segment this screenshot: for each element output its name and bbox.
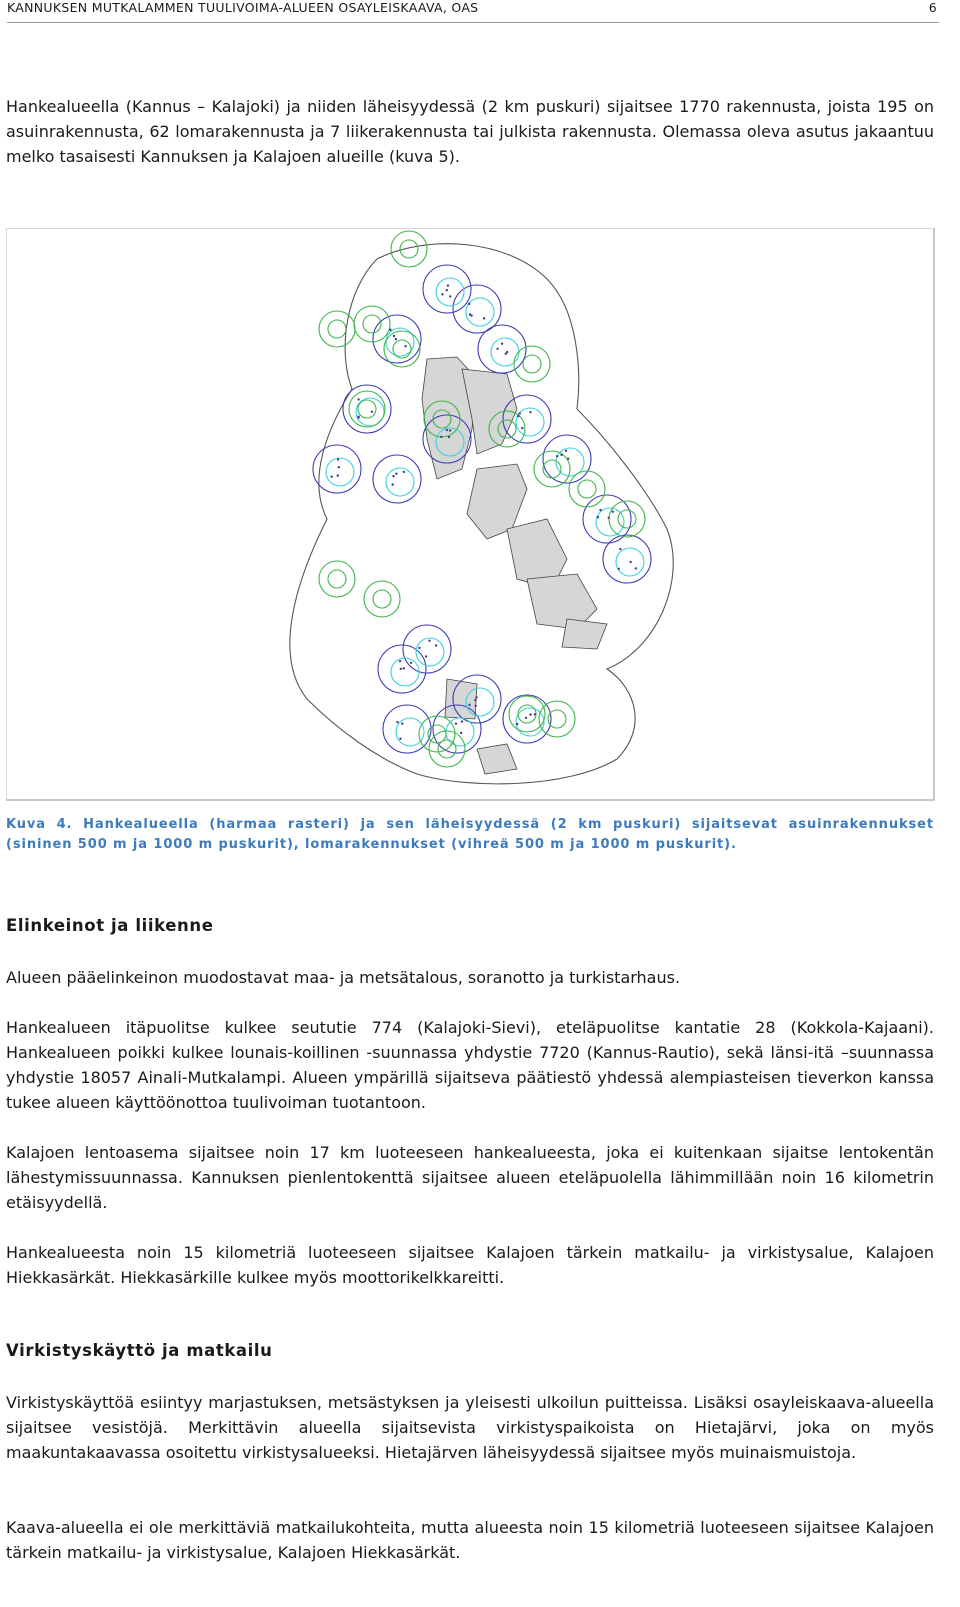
holiday-home-1000m-ring	[354, 306, 390, 342]
residential-500m-ring	[466, 298, 494, 326]
building-point	[425, 655, 427, 657]
building-point	[599, 509, 601, 511]
building-point	[449, 295, 451, 297]
map-figure	[6, 228, 935, 801]
paragraph: Hankealueen itäpuolitse kulkee seututie 774 (Kalajoki-Sievi), eteläpuolitse kantatie 28 (Kokkola-Kajaani). Hankealueen poikki kulkee lounais-koillinen -suunnassa yhdystie 7720 (Kannus-Rautio), sekä länsi-itä –suunnassa yhdystie 18057 Ainali-Mutkalampi. Alueen ympärillä sijaitseva päätiestö yhdessä alempiasteisen tieverkon kanssa tukee alueen käyttöönottoa tuulivoiman tuotantoon.	[6, 1018, 934, 1112]
building-point	[399, 738, 401, 740]
paragraph: Kalajoen lentoasema sijaitsee noin 17 km luoteeseen hankealueesta, joka ei kuitenkaan sijaitse lentokentän lähestymissuunnassa. Kannuksen pienlentokenttä sijaitsee alueen eteläpuolella lähimmillään noin 16 kilometrin etäisyydellä.	[6, 1143, 934, 1212]
residential-500m-ring	[386, 468, 414, 496]
building-point	[565, 450, 567, 452]
building-point	[441, 293, 443, 295]
building-point	[357, 416, 359, 418]
paragraph: Alueen pääelinkeinon muodostavat maa- ja metsätalous, soranotto ja turkistarhaus.	[6, 968, 681, 987]
holiday-home-500m-ring	[618, 510, 636, 528]
building-point	[331, 475, 333, 477]
building-point	[468, 303, 470, 305]
building-point	[337, 458, 339, 460]
holiday-home-500m-ring	[523, 355, 541, 373]
building-point	[529, 411, 531, 413]
building-point	[516, 723, 518, 725]
building-point	[447, 284, 449, 286]
holiday-home-1000m-ring	[364, 581, 400, 617]
building-point	[371, 411, 373, 413]
building-point	[505, 353, 507, 355]
building-point	[619, 548, 621, 550]
building-point	[396, 721, 398, 723]
building-point	[401, 723, 403, 725]
building-point	[440, 436, 442, 438]
residential-500m-ring	[396, 718, 424, 746]
intro-paragraph: Hankealueella (Kannus – Kalajoki) ja niiden läheisyydessä (2 km puskuri) sijaitsee 1770 rakennusta, joista 195 on asuinrakennusta, 62 lomarakennusta ja 7 liikerakennusta tai julkista rakennusta. Olemassa oleva asutus jakaantuu melko tasaisesti Kannuksen ja Kalajoen alueille (kuva 5).	[6, 97, 934, 166]
building-point	[403, 471, 405, 473]
holiday-home-1000m-ring	[319, 311, 355, 347]
paragraph: Virkistyskäyttöä esiintyy marjastuksen, metsästyksen ja yleisesti ulkoilun puitteissa. Lisäksi osayleiskaava-alueella sijaitsee vesistöjä. Merkittävin alueella sijaitsevista virkistyspaikoista on Hietajärvi, joka on myös maakuntakaavassa osoitettu virkistysalueeksi. Hietajärven läheisyydessä sijaitsee myös muinaismuistoja.	[6, 1393, 934, 1462]
building-point	[483, 317, 485, 319]
building-point	[448, 436, 450, 438]
residential-500m-ring	[391, 658, 419, 686]
building-point	[435, 644, 437, 646]
building-point	[608, 517, 610, 519]
residential-500m-ring	[416, 638, 444, 666]
building-point	[357, 398, 359, 400]
building-point	[403, 667, 405, 669]
building-point	[389, 329, 391, 331]
paragraph: Hankealueesta noin 15 kilometriä luoteeseen sijaitsee Kalajoen tärkein matkailu- ja virkistysalue, Kalajoen Hiekkasärkät. Hiekkasärkille kulkee myös moottorikelkkareitti.	[6, 1243, 934, 1287]
building-point	[475, 705, 477, 707]
building-point	[618, 568, 620, 570]
building-point	[418, 647, 420, 649]
project-area	[422, 357, 607, 774]
building-point	[474, 699, 476, 701]
holiday-home-500m-ring	[578, 480, 596, 498]
project-area-parcel	[477, 744, 517, 774]
holiday-home-500m-ring	[328, 320, 346, 338]
building-point	[496, 348, 498, 350]
building-point	[391, 483, 393, 485]
building-point	[612, 511, 614, 513]
holiday-home-1000m-ring	[349, 391, 385, 427]
building-point	[395, 473, 397, 475]
page-number: 6	[928, 0, 937, 15]
building-point	[449, 429, 451, 431]
figure-caption: Kuva 4. Hankealueella (harmaa rasteri) ja sen läheisyydessä (2 km puskuri) sijaitsevat asuinrakennukset (sininen 500 m ja 1000 m puskurit), lomarakennukset (vihreä 500 m ja 1000 m puskurit).	[6, 817, 934, 852]
section-heading-virkistys: Virkistyskäyttö ja matkailu	[6, 1341, 273, 1360]
holiday-home-500m-ring	[328, 570, 346, 588]
project-area-parcel	[527, 574, 597, 629]
building-point	[629, 561, 631, 563]
building-point	[517, 415, 519, 417]
building-point	[560, 454, 562, 456]
building-point	[470, 314, 472, 316]
paragraph: Kaava-alueella ei ole merkittäviä matkailukohteita, mutta alueesta noin 15 kilometriä luoteeseen sijaitsee Kalajoen tärkein matkailu- ja virkistysalue, Kalajoen Hiekkasärkät.	[6, 1518, 934, 1562]
holiday-home-1000m-ring	[384, 331, 420, 367]
building-point	[567, 458, 569, 460]
building-point	[635, 567, 637, 569]
building-point	[400, 668, 402, 670]
buffer-map	[7, 229, 933, 799]
project-area-parcel	[562, 619, 607, 649]
page-header	[7, 0, 939, 23]
building-point	[556, 455, 558, 457]
building-point	[460, 732, 462, 734]
building-point	[519, 412, 521, 414]
holiday-home-500m-ring	[518, 705, 536, 723]
building-point	[529, 713, 531, 715]
building-point	[399, 660, 401, 662]
holiday-home-500m-ring	[358, 400, 376, 418]
holiday-home-1000m-ring	[319, 561, 355, 597]
building-point	[337, 474, 339, 476]
building-point	[410, 662, 412, 664]
building-point	[428, 640, 430, 642]
residential-500m-ring	[491, 338, 519, 366]
building-point	[338, 466, 340, 468]
building-point	[475, 696, 477, 698]
building-point	[404, 345, 406, 347]
holiday-home-1000m-ring	[534, 451, 570, 487]
building-point	[597, 516, 599, 518]
document-title: KANNUKSEN MUTKALAMMEN TUULIVOIMA-ALUEEN OSAYLEISKAAVA, OAS	[7, 0, 479, 15]
building-point	[392, 475, 394, 477]
holiday-home-500m-ring	[393, 340, 411, 358]
residential-500m-ring	[326, 458, 354, 486]
building-point	[395, 338, 397, 340]
building-point	[521, 427, 523, 429]
building-point	[501, 343, 503, 345]
building-point	[461, 720, 463, 722]
building-point	[534, 713, 536, 715]
section-heading-elinkeinot: Elinkeinot ja liikenne	[6, 916, 214, 935]
building-point	[468, 704, 470, 706]
building-point	[455, 722, 457, 724]
building-point	[525, 717, 527, 719]
building-point	[446, 289, 448, 291]
holiday-home-1000m-ring	[569, 471, 605, 507]
holiday-home-500m-ring	[373, 590, 391, 608]
building-point	[446, 429, 448, 431]
building-point	[393, 335, 395, 337]
holiday-home-1000m-ring	[514, 346, 550, 382]
holiday-home-1000m-ring	[391, 231, 427, 267]
